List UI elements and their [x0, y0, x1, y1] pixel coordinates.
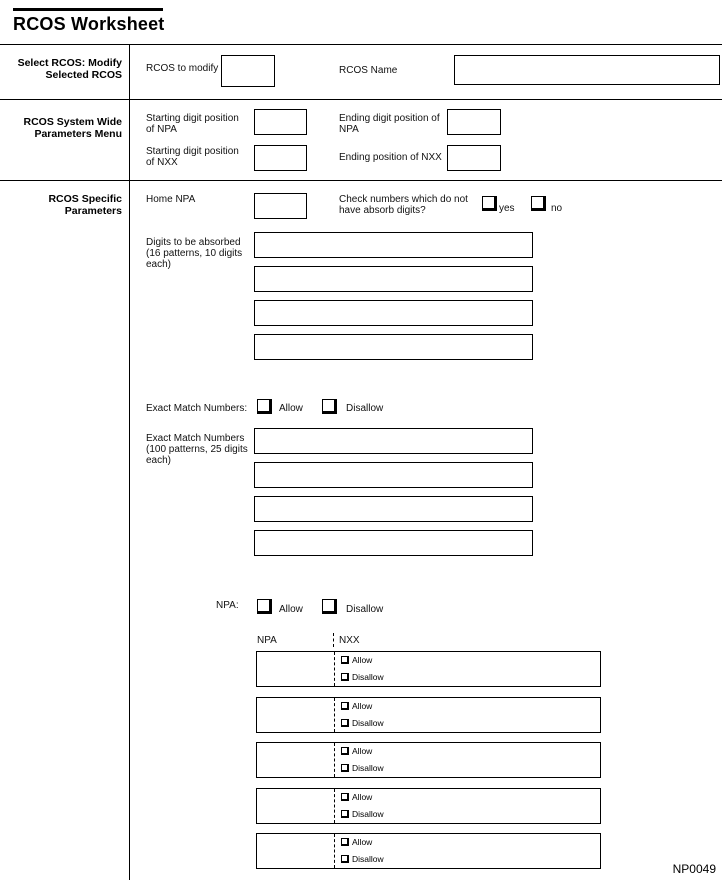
exact-match-field-4[interactable]: [254, 530, 533, 556]
row-divider: [334, 834, 335, 868]
divider-1: [0, 99, 722, 100]
rcos-to-modify-label: RCOS to modify: [146, 63, 219, 74]
title-rule: [13, 8, 163, 11]
nxx-disallow-label: Disallow: [352, 854, 384, 864]
rcos-name-label: RCOS Name: [339, 65, 398, 76]
nxx-allow-checkbox[interactable]: [341, 838, 349, 846]
header-divider: [333, 633, 334, 647]
nxx-allow-label: Allow: [352, 792, 373, 802]
exact-match-field-1[interactable]: [254, 428, 533, 454]
starting-npa-label: Starting digit position of NPA: [146, 113, 239, 135]
yes-checkbox[interactable]: [482, 196, 497, 211]
nxx-allow-label: Allow: [352, 837, 373, 847]
column-divider: [129, 44, 130, 880]
rcos-to-modify-field[interactable]: [221, 55, 275, 87]
no-label: no: [551, 203, 563, 214]
ending-npa-label: Ending digit position of NPA: [339, 113, 440, 135]
check-numbers-label: Check numbers which do not have absorb digits?: [339, 194, 468, 216]
nxx-disallow-checkbox[interactable]: [341, 719, 349, 727]
nxx-disallow-label: Disallow: [352, 763, 384, 773]
exact-match-field-3[interactable]: [254, 496, 533, 522]
npa-row: [256, 651, 601, 687]
npa-column-header: NPA: [257, 635, 277, 646]
exact-disallow-label: Disallow: [346, 403, 384, 414]
npa-disallow-text: Disallow: [346, 604, 384, 615]
nxx-allow-label: Allow: [352, 701, 373, 711]
starting-nxx-field[interactable]: [254, 145, 307, 171]
digits-absorbed-label: Digits to be absorbed (16 patterns, 10 digits each): [146, 237, 243, 270]
nxx-disallow-checkbox[interactable]: [341, 764, 349, 772]
exact-disallow-checkbox[interactable]: [322, 399, 337, 414]
npa-allow-text: Allow: [279, 604, 303, 615]
nxx-allow-label: Allow: [352, 655, 373, 665]
nxx-allow-label: Allow: [352, 746, 373, 756]
ending-nxx-field[interactable]: [447, 145, 501, 171]
digits-absorbed-field-3[interactable]: [254, 300, 533, 326]
nxx-disallow-label: Disallow: [352, 809, 384, 819]
exact-allow-checkbox[interactable]: [257, 399, 272, 414]
digits-absorbed-field-2[interactable]: [254, 266, 533, 292]
section-label-select: Select RCOS: Modify Selected RCOS: [17, 57, 122, 81]
nxx-allow-checkbox[interactable]: [341, 747, 349, 755]
rcos-name-field[interactable]: [454, 55, 720, 85]
npa-row: [256, 742, 601, 778]
starting-nxx-label: Starting digit position of NXX: [146, 146, 239, 168]
home-npa-label: Home NPA: [146, 194, 196, 205]
npa-row: [256, 697, 601, 733]
npa-row: [256, 788, 601, 824]
starting-npa-field[interactable]: [254, 109, 307, 135]
figure-code: NP0049: [672, 862, 716, 876]
nxx-disallow-label: Disallow: [352, 672, 384, 682]
npa-disallow-checkbox[interactable]: [322, 599, 337, 614]
section-label-system: RCOS System Wide Parameters Menu: [23, 116, 122, 140]
nxx-column-header: NXX: [339, 635, 360, 646]
digits-absorbed-field-4[interactable]: [254, 334, 533, 360]
row-divider: [334, 698, 335, 732]
exact-allow-label: Allow: [279, 403, 303, 414]
section-label-specific: RCOS Specific Parameters: [48, 193, 122, 217]
npa-row: [256, 833, 601, 869]
nxx-disallow-label: Disallow: [352, 718, 384, 728]
ending-nxx-label: Ending position of NXX: [339, 152, 442, 163]
exact-match-numbers-label: Exact Match Numbers (100 patterns, 25 digits each): [146, 433, 248, 466]
nxx-allow-checkbox[interactable]: [341, 793, 349, 801]
yes-label: yes: [499, 203, 515, 214]
nxx-disallow-checkbox[interactable]: [341, 810, 349, 818]
exact-match-label: Exact Match Numbers:: [146, 403, 248, 414]
divider-2: [0, 180, 722, 181]
digits-absorbed-field-1[interactable]: [254, 232, 533, 258]
page-title: RCOS Worksheet: [13, 14, 165, 34]
npa-allow-checkbox[interactable]: [257, 599, 272, 614]
row-divider: [334, 789, 335, 823]
ending-npa-field[interactable]: [447, 109, 501, 135]
nxx-allow-checkbox[interactable]: [341, 702, 349, 710]
home-npa-field[interactable]: [254, 193, 307, 219]
exact-match-field-2[interactable]: [254, 462, 533, 488]
row-divider: [334, 743, 335, 777]
nxx-disallow-checkbox[interactable]: [341, 673, 349, 681]
nxx-allow-checkbox[interactable]: [341, 656, 349, 664]
npa-allow-label: NPA:: [216, 600, 239, 611]
no-checkbox[interactable]: [531, 196, 546, 211]
nxx-disallow-checkbox[interactable]: [341, 855, 349, 863]
divider-top: [0, 44, 722, 45]
row-divider: [334, 652, 335, 686]
